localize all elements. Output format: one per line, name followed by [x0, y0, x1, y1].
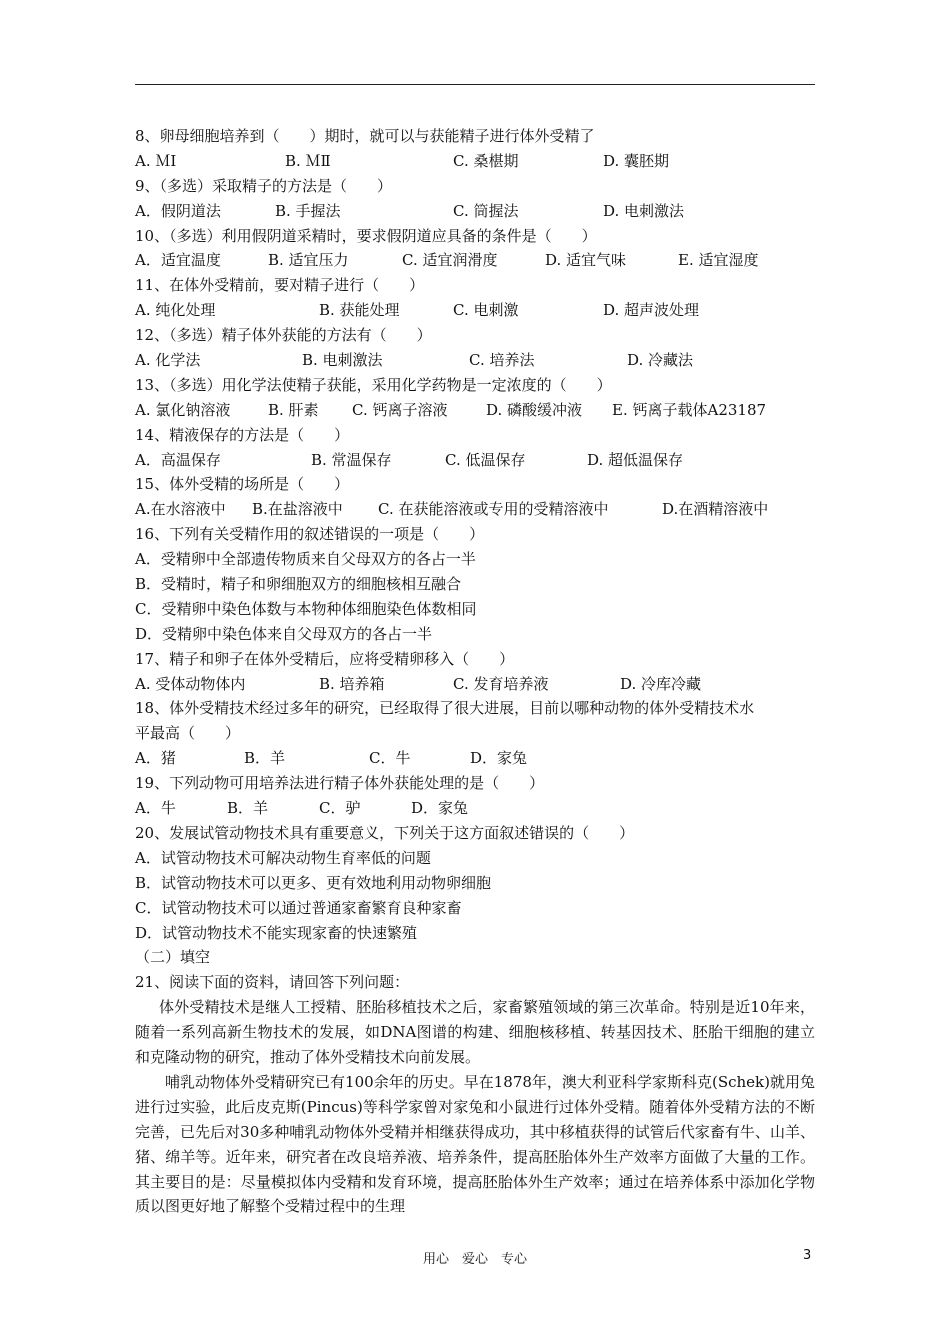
options-row	[135, 448, 815, 473]
option: D. 磷酸缓冲液	[486, 400, 583, 419]
option: B. 适宜压力	[268, 251, 349, 270]
options-row	[135, 796, 815, 821]
options-row	[135, 348, 815, 373]
option: B. 手握法	[275, 201, 341, 220]
options-row	[135, 199, 815, 224]
option-line: B．受精时，精子和卵细胞双方的细胞核相互融合	[135, 575, 462, 594]
options-row	[135, 497, 815, 522]
option: A. ＭⅠ	[135, 151, 177, 170]
option: D．家兔	[470, 749, 528, 768]
question-stem: 19、下列动物可用培养法进行精子体外获能处理的是（ ）	[135, 774, 545, 793]
header-rule	[135, 84, 815, 85]
question-stem: 15、体外受精的场所是（ ）	[135, 475, 350, 494]
option: A. 氯化钠溶液	[135, 400, 231, 419]
option: D. 冷库冷藏	[620, 674, 702, 693]
option: C. 在获能溶液或专用的受精溶液中	[378, 500, 609, 519]
options-row	[135, 672, 815, 697]
document-body	[135, 124, 815, 1219]
option: C. 低温保存	[445, 450, 526, 469]
option: B.在盐溶液中	[252, 500, 343, 519]
option: A.在水溶液中	[135, 500, 226, 519]
option: B. 培养箱	[319, 674, 385, 693]
option: B. ＭⅡ	[285, 151, 331, 170]
option: A．适宜温度	[135, 251, 221, 270]
options-row	[135, 248, 815, 273]
option: D．家兔	[411, 799, 469, 818]
options-row	[135, 298, 815, 323]
option: A．假阴道法	[135, 201, 221, 220]
option: C. 桑椹期	[453, 151, 519, 170]
option-line: C．受精卵中染色体数与本物种体细胞染色体数相同	[135, 599, 477, 618]
option-line: C．试管动物技术可以通过普通家畜繁育良种家畜	[135, 898, 462, 917]
question-stem: 10、（多选）利用假阴道采精时，要求假阴道应具备的条件是（ ）	[135, 226, 597, 245]
option: C．牛	[369, 749, 411, 768]
option-line: A．受精卵中全部遗传物质来自父母双方的各占一半	[135, 550, 476, 569]
question-stem: 21、阅读下面的资料，请回答下列问题：	[135, 973, 410, 992]
option: B．羊	[244, 749, 286, 768]
question-stem: 13、（多选）用化学法使精子获能，采用化学药物是一定浓度的（ ）	[135, 375, 612, 394]
option: C. 培养法	[469, 351, 535, 370]
question-stem: 18、体外受精技术经过多年的研究，已经取得了很大进展，目前以哪种动物的体外受精技术水	[135, 699, 755, 718]
option: B. 肝素	[268, 400, 319, 419]
question-stem: 20、发展试管动物技术具有重要意义，下列关于这方面叙述错误的（ ）	[135, 823, 635, 842]
option: C．驴	[319, 799, 361, 818]
reading-paragraph-2: 哺乳动物体外受精研究已有100余年的历史。早在1878年，澳大利亚科学家斯科克(Schek)就用兔进行过实验，此后皮克斯(Pincus)等科学家曾对家兔和小鼠进行过体外受精。随着体外受精方法的不断完善，已先后对30多种哺乳动物体外受精并相继获得成功，其中移植获得的试管后代家畜有牛、山羊、猪、绵羊等。近年来，研究者在改良培养液、培养条件，提高胚胎体外生产效率方面做了大量的工作。其主要目的是：尽量模拟体内受精和发育环境，提高胚胎体外生产效率；通过在培养体系中添加化学物质以图更好地了解整个受精过程中的生理	[135, 1072, 815, 1216]
option: C. 适宜润滑度	[402, 251, 498, 270]
option: D.在酒精溶液中	[662, 500, 769, 519]
question-stem: 12、（多选）精子体外获能的方法有（ ）	[135, 326, 432, 345]
option: E. 适宜湿度	[678, 251, 759, 270]
question-stem: 9、（多选）采取精子的方法是（ ）	[135, 176, 393, 195]
option: B. 常温保存	[311, 450, 392, 469]
option: B. 电刺激法	[302, 351, 383, 370]
option: C. 筒握法	[453, 201, 519, 220]
question-stem: 11、在体外受精前，要对精子进行（ ）	[135, 276, 425, 295]
option: E. 钙离子载体A23187	[612, 400, 767, 419]
option-line: B．试管动物技术可以更多、更有效地利用动物卵细胞	[135, 873, 492, 892]
page-number: 3	[803, 1248, 812, 1263]
options-row	[135, 398, 815, 423]
option-line: D．试管动物技术不能实现家畜的快速繁殖	[135, 923, 418, 942]
option: D. 电刺激法	[603, 201, 685, 220]
question-stem: 17、精子和卵子在体外受精后，应将受精卵移入（ ）	[135, 649, 515, 668]
reading-paragraph-1: 体外受精技术是继人工授精、胚胎移植技术之后，家畜繁殖领域的第三次革命。特别是近10年来，随着一系列高新生物技术的发展，如DNA图谱的构建、细胞核移植、转基因技术、胚胎干细胞的建立和克隆动物的研究，推动了体外受精技术向前发展。	[135, 998, 815, 1066]
option: C. 发育培养液	[453, 674, 549, 693]
option: A．猪	[135, 749, 176, 768]
question-stem: 14、精液保存的方法是（ ）	[135, 425, 350, 444]
option-line: A．试管动物技术可解决动物生育率低的问题	[135, 848, 431, 867]
option: A. 受体动物体内	[135, 674, 246, 693]
option: C. 钙离子溶液	[352, 400, 448, 419]
option: A．高温保存	[135, 450, 221, 469]
section-heading: （二）填空	[135, 948, 211, 967]
option: A. 化学法	[135, 351, 201, 370]
option-line: D．受精卵中染色体来自父母双方的各占一半	[135, 624, 433, 643]
option: D. 囊胚期	[603, 151, 670, 170]
option: D. 冷藏法	[627, 351, 694, 370]
option: D. 超低温保存	[587, 450, 684, 469]
options-row	[135, 746, 815, 771]
options-row	[135, 149, 815, 174]
option: B. 获能处理	[319, 301, 400, 320]
option: A．牛	[135, 799, 176, 818]
footer-motto: 用心 爱心 专心	[422, 1252, 527, 1267]
option: D. 适宜气味	[545, 251, 627, 270]
question-stem: 8、卵母细胞培养到（ ）期时，就可以与获能精子进行体外受精了	[135, 127, 595, 145]
option: A. 纯化处理	[135, 301, 216, 320]
question-stem: 16、下列有关受精作用的叙述错误的一项是（ ）	[135, 525, 485, 544]
option: C. 电刺激	[453, 301, 519, 320]
option: B．羊	[227, 799, 269, 818]
option: D. 超声波处理	[603, 301, 700, 320]
question-stem-cont: 平最高（ ）	[135, 724, 241, 743]
